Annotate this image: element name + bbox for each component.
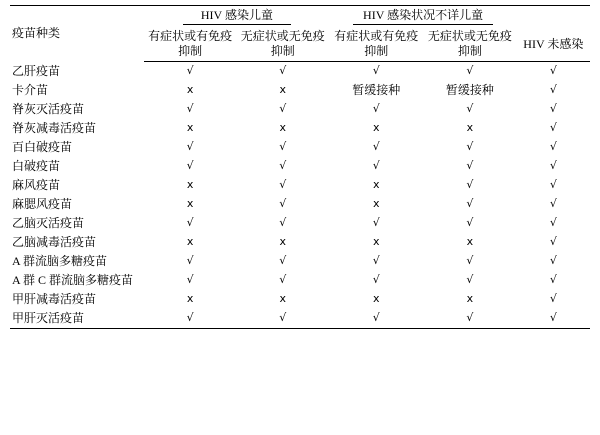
row-cell: √ (549, 121, 557, 135)
row-label: 甲肝灭活疫苗 (10, 309, 144, 329)
row-label: 乙脑灭活疫苗 (12, 215, 85, 230)
row-cell: √ (279, 159, 287, 173)
row-cell: √ (186, 102, 194, 116)
row-cell: √ (466, 254, 474, 268)
row-cell: √ (372, 159, 380, 173)
row-label: 甲肝减毒活疫苗 (12, 291, 97, 306)
row-label: 脊灰灭活疫苗 (12, 101, 85, 116)
vaccination-schedule-table (10, 5, 590, 329)
row-cell: x (373, 121, 380, 135)
table-row (10, 214, 590, 233)
row-cell: √ (517, 309, 590, 329)
row-cell: x (186, 235, 194, 249)
row-cell: √ (186, 64, 194, 78)
row-cell: √ (549, 102, 557, 116)
row-cell: √ (466, 64, 474, 78)
row-cell: x (279, 83, 286, 97)
row-cell: √ (144, 309, 236, 329)
row-cell: √ (549, 216, 557, 230)
group-header-hiv-infected (144, 6, 329, 28)
row-cell: x (186, 178, 194, 192)
row-cell: √ (279, 216, 287, 230)
row-header-label: 疫苗种类 (10, 6, 144, 62)
row-label: A 群流脑多糖疫苗 (12, 253, 108, 268)
table-row (10, 100, 590, 119)
row-cell: √ (186, 273, 194, 287)
row-label: 麻风疫苗 (12, 177, 61, 192)
row-cell: √ (549, 140, 557, 154)
table-row (10, 81, 590, 100)
row-label: 百白破疫苗 (12, 139, 73, 154)
row-cell: √ (372, 102, 380, 116)
table-row (10, 309, 590, 329)
row-cell: √ (372, 216, 380, 230)
row-cell: √ (372, 140, 380, 154)
row-cell: √ (279, 254, 287, 268)
row-cell: √ (549, 197, 557, 211)
row-cell: x (466, 235, 474, 249)
row-cell: x (373, 197, 380, 211)
table-row (10, 62, 590, 81)
row-cell: x (373, 178, 380, 192)
row-cell: √ (423, 309, 517, 329)
row-cell: x (186, 197, 194, 211)
row-cell: √ (466, 216, 474, 230)
row-cell: √ (279, 102, 287, 116)
row-cell: x (373, 235, 380, 249)
row-cell: √ (279, 64, 287, 78)
table-row (10, 157, 590, 176)
row-cell: √ (466, 140, 474, 154)
row-cell: √ (466, 197, 474, 211)
row-cell: √ (186, 254, 194, 268)
row-cell: 暂缓接种 (445, 82, 494, 97)
row-cell: √ (466, 102, 474, 116)
row-cell: √ (549, 273, 557, 287)
row-cell: √ (372, 273, 380, 287)
row-cell: √ (279, 140, 287, 154)
row-cell: √ (279, 197, 287, 211)
row-label: 麻腮风疫苗 (12, 196, 73, 211)
row-cell: √ (186, 216, 194, 230)
row-label: 脊灰减毒活疫苗 (12, 120, 97, 135)
row-cell: √ (549, 254, 557, 268)
row-cell: √ (186, 159, 194, 173)
row-cell: √ (466, 178, 474, 192)
row-cell: 暂缓接种 (352, 82, 401, 97)
subheader-col-2: 无症状或无免疫抑制 (236, 27, 330, 62)
table-row (10, 119, 590, 138)
row-label: 乙肝疫苗 (12, 63, 61, 78)
row-cell: √ (279, 178, 287, 192)
row-cell: √ (186, 140, 194, 154)
row-cell: √ (466, 273, 474, 287)
row-cell: x (279, 292, 286, 306)
table-row (10, 252, 590, 271)
group-header-hiv-infected-label: HIV 感染儿童 (183, 8, 291, 25)
row-cell: √ (549, 159, 557, 173)
row-cell: x (279, 235, 286, 249)
table-row (10, 176, 590, 195)
table-row (10, 138, 590, 157)
row-cell: x (186, 83, 194, 97)
table-group-header-row (10, 6, 590, 28)
row-cell: √ (549, 64, 557, 78)
row-cell: √ (466, 159, 474, 173)
row-cell: x (186, 292, 194, 306)
row-cell: x (466, 292, 474, 306)
subheader-col-4: 无症状或无免疫抑制 (423, 27, 517, 62)
group-header-empty (517, 6, 590, 28)
row-cell: √ (330, 309, 424, 329)
row-cell: √ (549, 83, 557, 97)
row-cell: x (466, 121, 474, 135)
row-cell: x (186, 121, 194, 135)
row-cell: √ (372, 64, 380, 78)
group-header-hiv-unknown-label: HIV 感染状况不详儿童 (353, 8, 493, 25)
table-row (10, 195, 590, 214)
row-cell: √ (236, 309, 330, 329)
subheader-col-5: HIV 未感染 (517, 27, 590, 62)
subheader-col-1: 有症状或有免疫抑制 (144, 27, 236, 62)
row-cell: √ (549, 292, 557, 306)
row-cell: √ (549, 235, 557, 249)
row-cell: x (279, 121, 286, 135)
row-label: 白破疫苗 (12, 158, 61, 173)
table-row (10, 271, 590, 290)
row-label: 卡介苗 (12, 82, 49, 97)
table-row (10, 233, 590, 252)
row-cell: x (373, 292, 380, 306)
row-label: A 群 C 群流脑多糖疫苗 (12, 272, 134, 287)
row-label: 乙脑减毒活疫苗 (12, 234, 97, 249)
row-cell: √ (549, 178, 557, 192)
row-cell: √ (279, 273, 287, 287)
document-page (0, 5, 600, 435)
row-cell: √ (372, 254, 380, 268)
group-header-hiv-unknown (330, 6, 517, 28)
subheader-col-3: 有症状或有免疫抑制 (330, 27, 424, 62)
table-row (10, 290, 590, 309)
